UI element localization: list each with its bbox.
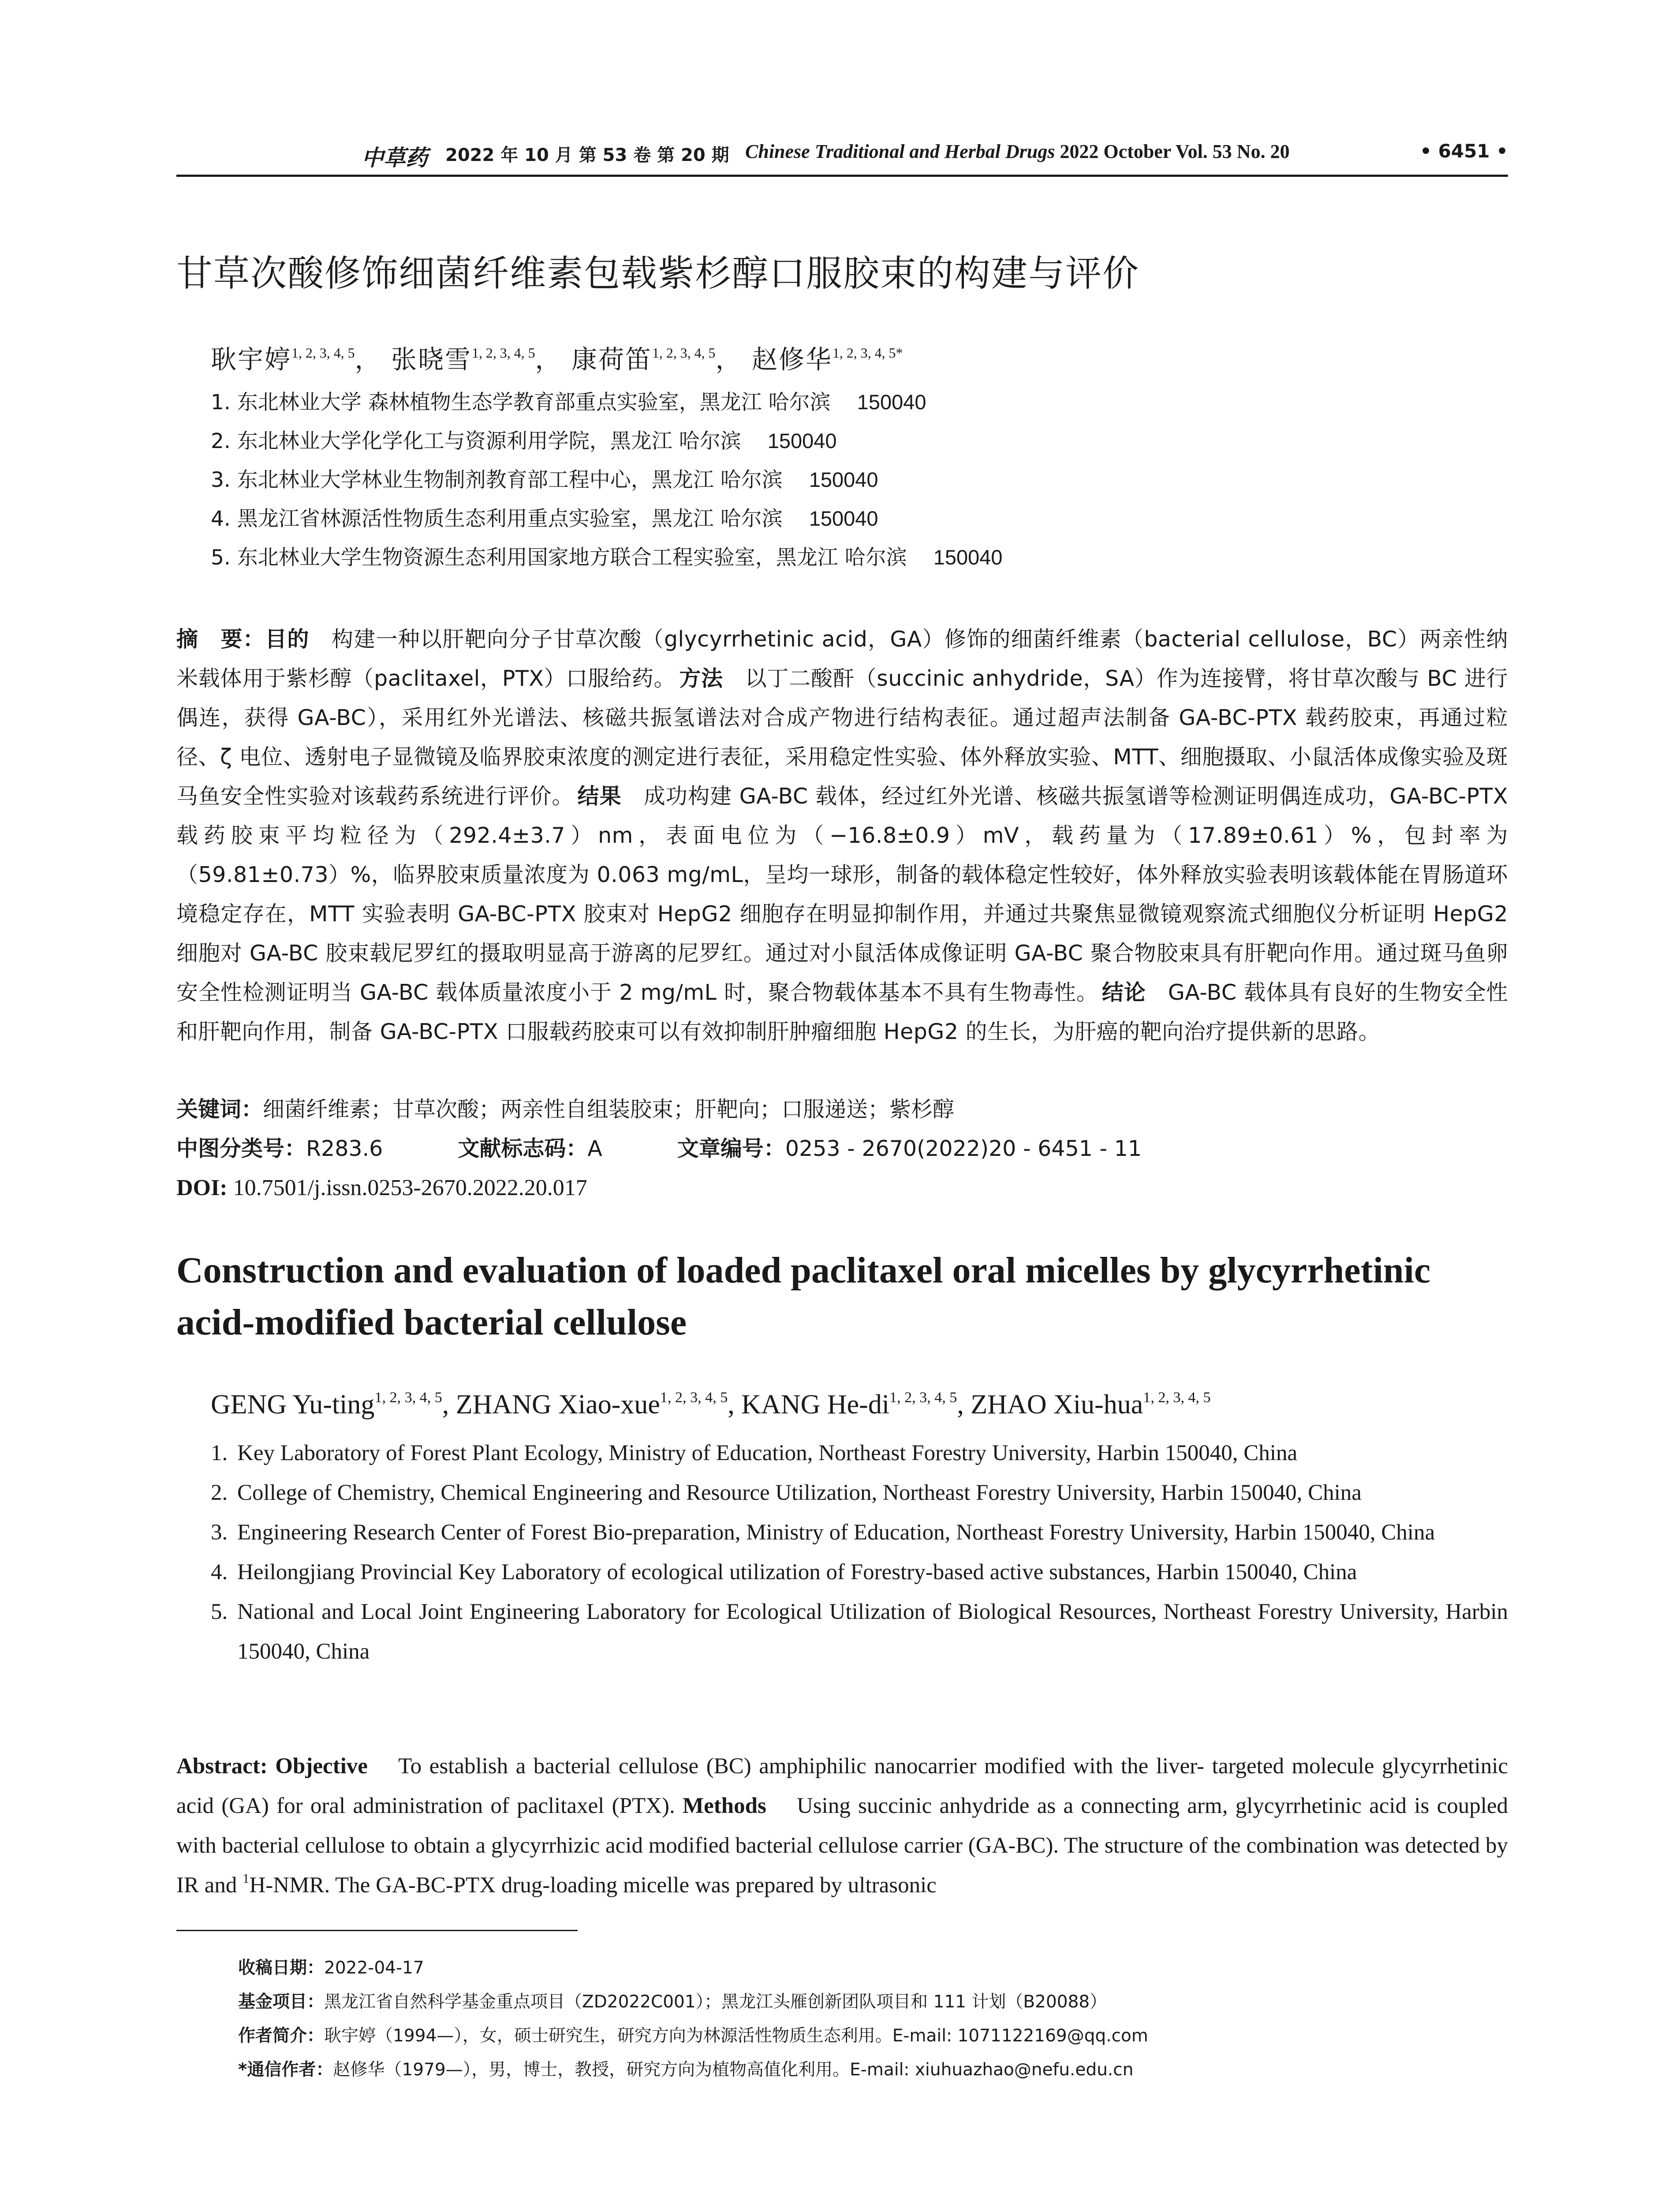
affiliation-text: College of Chemistry, Chemical Engineering and Resource Utilization, Northeast Forestry University, Harbin 150040, China [237,1480,1362,1505]
methods-text: 以丁二酸酐（succinic anhydride，SA）作为连接臂，将甘草次酸与 BC 进行偶连，获得 GA-BC），采用红外光谱法、核磁共振氢谱法对合成产物进行结构表征。通过超声法制备 GA-BC-PTX 载药胶束，再通过粒径、ζ 电位、透射电子显微镜及临界胶束浓度的测定进行表征，采用稳定性实验、体外释放实验、MTT、细胞摄取、小鼠活体成像实验及斑马鱼安全性实验对该载药系统进行评价。 [176,666,1508,809]
author-affiliation-sup: 1, 2, 3, 4, 5 [652,345,716,361]
author-affiliation-sup: 1, 2, 3, 4, 5 [472,345,535,361]
affiliation-text: Key Laboratory of Forest Plant Ecology, Ministry of Education, Northeast Forestry University, Harbin 150040, China [237,1441,1298,1465]
results-text: 成功构建 GA-BC 载体，经过红外光谱、核磁共振氢谱等检测证明偶连成功，GA-BC-PTX 载药胶束平均粒径为（292.4±3.7）nm，表面电位为（−16.8±0.9）mV，载药量为（17.89±0.61）%，包封率为（59.81±0.73）%，临界胶束质量浓度为 0.063 mg/mL，呈均一球形，制备的载体稳定性较好，体外释放实验表明该载体能在胃肠道环境稳定存在，MTT 实验表明 GA-BC-PTX 胶束对 HepG2 细胞存在明显抑制作用，并通过共聚焦显微镜观察流式细胞仪分析证明 HepG2 细胞对 GA-BC 胶束载尼罗红的摄取明显高于游离的尼罗红。通过对小鼠活体成像证明 GA-BC 聚合物胶束具有肝靶向作用。通过斑马鱼卵安全性检测证明当 GA-BC 载体质量浓度小于 2 mg/mL 时，聚合物载体基本不具有生物毒性。 [176,784,1508,1005]
objective-text: 构建一种以肝靶向分子甘草次酸（glycyrrhetinic acid，GA）修饰的细菌纤维素（bacterial cellulose，BC）两亲性纳米载体用于紫杉醇（paclitaxel，PTX）口服给药。 [176,627,1508,691]
affiliation-text: Engineering Research Center of Forest Bio-preparation, Ministry of Education, Northeast Forestry University, Harbin 150040, China [237,1520,1435,1545]
author-separator: , [442,1390,456,1420]
clc-label: 中图分类号： [176,1136,306,1161]
affiliation-number: 2. [211,1480,228,1505]
author-separator: ， [715,344,743,374]
objective-label: Objective [275,1754,368,1779]
affiliation-item [211,538,1003,577]
affiliation-item [211,1592,1508,1671]
abstract-label: Abstract: [176,1754,268,1779]
header-rule [176,175,1508,177]
keywords-text: 细菌纤维素；甘草次酸；两亲性自组装胶束；肝靶向；口服递送；紫杉醇 [263,1097,955,1122]
affiliation-number: 1. [211,1441,228,1465]
affiliation-item [211,1433,1508,1473]
affiliation-item [211,499,1003,538]
affiliation-item [211,383,1003,422]
article-title-en: Construction and evaluation of loaded paclitaxel oral micelles by glycyrrhetinic acid-modified bacterial cellulose [176,1250,1431,1343]
page-number: • 6451 • [1420,140,1508,162]
affiliation-item [211,460,1003,499]
affiliation-text: 2. 东北林业大学化学化工与资源利用学院，黑龙江 哈尔滨 [211,429,741,453]
conclusion-text: GA-BC 载体具有良好的生物安全性和肝靶向作用，制备 GA-BC-PTX 口服载药胶束可以有效抑制肝肿瘤细胞 HepG2 的生长，为肝癌的靶向治疗提供新的思路。 [176,980,1508,1044]
author-list-cn [211,339,903,376]
footnote-label: 基金项目： [238,1992,325,2012]
doi-label: DOI: [176,1175,228,1200]
author-affiliation-sup: 1, 2, 3, 4, 5 [889,1389,957,1406]
journal-title-en: Chinese Traditional and Herbal Drugs [745,141,1055,162]
postal-code: 150040 [767,429,837,452]
affiliation-item [211,1513,1508,1552]
footnote-label: *通信作者： [238,2060,333,2080]
running-header [176,140,1508,171]
author-affiliation-sup: 1, 2, 3, 4, 5 [374,1389,442,1406]
footnote-funding [238,1985,1508,2019]
author-list-en [211,1389,1211,1420]
affiliation-list-en [211,1433,1508,1671]
document-code-label: 文献标志码： [458,1136,588,1161]
abstract-cn [176,620,1508,1051]
footnote-corresponding-author [238,2053,1508,2087]
footnotes [238,1951,1508,2087]
postal-code: 150040 [933,546,1003,569]
objective-label: 目的 [265,627,310,652]
objective-text: To establish a bacterial cellulose (BC) amphiphilic nanocarrier modified with the liver- targeted molecule glycyrrhetinic acid (GA) for oral administration of paclitaxel (PTX). [176,1754,1508,1818]
author-name: ZHAO Xiu-hua [971,1390,1143,1420]
author-name: 赵修华 [751,344,833,374]
affiliation-item [211,1552,1508,1592]
affiliation-number: 4. [211,1560,228,1585]
affiliation-number: 5. [211,1600,228,1624]
postal-code: 150040 [857,390,926,414]
author-affiliation-sup: 1, 2, 3, 4, 5 [291,345,355,361]
article-title-cn: 甘草次酸修饰细菌纤维素包载紫杉醇口服胶束的构建与评价 [176,253,1140,295]
author-name: ZHANG Xiao-xue [455,1390,660,1420]
keywords-label: 关键词： [176,1097,263,1122]
affiliation-item [211,1473,1508,1513]
methods-label: 方法 [679,666,723,691]
footnote-author-bio [238,2019,1508,2053]
author-separator: ， [535,344,562,374]
author-name: GENG Yu-ting [211,1390,375,1420]
journal-brand: 中草药 [362,145,428,171]
methods-label: Methods [683,1794,766,1818]
nmr-superscript: 1 [243,1871,250,1886]
footnote-text: 2022-04-17 [324,1958,424,1978]
abstract-label: 摘 要： [176,627,265,652]
footnote-text: 耿宇婷（1994—），女，硕士研究生，研究方向为林源活性物质生态利用。E-mail: 1071122169@qq.com [324,2026,1148,2046]
article-number-label: 文章编号： [677,1136,785,1161]
affiliation-text: Heilongjiang Provincial Key Laboratory of ecological utilization of Forestry-based active substances, Harbin 150040, China [237,1560,1357,1585]
methods-text-continued: H-NMR. The GA-BC-PTX drug-loading micelle was prepared by ultrasonic [249,1873,937,1898]
author-affiliation-sup: 1, 2, 3, 4, 5 [660,1389,728,1406]
methods-text: Using succinic anhydride as a connecting arm, glycyrrhetinic acid is coupled with bacterial cellulose to obtain a glycyrrhizic acid modified bacterial cellulose carrier (GA-BC). The structure of the combination was detected by IR and [176,1794,1508,1898]
author-name: 耿宇婷 [211,344,292,374]
journal-name-en [745,140,1290,163]
footnote-text: 赵修华（1979—），男，博士，教授，研究方向为植物高值化利用。E-mail: xiuhuazhao@nefu.edu.cn [333,2060,1134,2080]
postal-code: 150040 [809,507,878,530]
affiliation-text: 1. 东北林业大学 森林植物生态学教育部重点实验室，黑龙江 哈尔滨 [211,390,831,415]
author-name: 张晓雪 [391,344,472,374]
affiliation-text: 4. 黑龙江省林源活性物质生态利用重点实验室，黑龙江 哈尔滨 [211,507,783,531]
article-number-value: 0253 - 2670(2022)20 - 6451 - 11 [785,1136,1142,1161]
results-label: 结果 [577,784,622,809]
affiliation-text: 3. 东北林业大学林业生物制剂教育部工程中心，黑龙江 哈尔滨 [211,468,783,492]
author-affiliation-sup: 1, 2, 3, 4, 5 [1143,1389,1211,1406]
affiliation-number: 3. [211,1520,228,1545]
keywords-line [176,1092,954,1127]
doi-value[interactable]: 10.7501/j.issn.0253-2670.2022.20.017 [233,1175,587,1200]
footnote-received [238,1951,1508,1985]
affiliation-text: 5. 东北林业大学生物资源生态利用国家地方联合工程实验室，黑龙江 哈尔滨 [211,546,907,570]
footnote-label: 收稿日期： [238,1958,325,1978]
author-affiliation-sup: 1, 2, 3, 4, 5* [832,345,903,361]
author-name: KANG He-di [741,1390,890,1420]
clc-value: R283.6 [306,1136,383,1161]
author-name: 康荷笛 [571,344,652,374]
issue-info-cn: 2022 年 10 月 第 53 卷 第 20 期 [445,145,729,165]
abstract-en [176,1746,1508,1905]
author-separator: , [957,1390,971,1420]
conclusion-label: 结论 [1101,980,1146,1005]
affiliation-list-cn [211,383,1003,577]
postal-code: 150040 [809,468,878,491]
classification-line [176,1131,1142,1166]
affiliation-item [211,422,1003,460]
footnote-text: 黑龙江省自然科学基金重点项目（ZD2022C001）；黑龙江头雁创新团队项目和 111 计划（B20088） [324,1992,1107,2012]
footnote-label: 作者简介： [238,2026,325,2046]
author-separator: ， [355,344,382,374]
footnote-rule [176,1930,578,1931]
doi-line [176,1170,587,1206]
author-separator: , [728,1390,742,1420]
issue-info-en: 2022 October Vol. 53 No. 20 [1060,141,1290,162]
affiliation-text: National and Local Joint Engineering Laboratory for Ecological Utilization of Biological Resources, Northeast Forestry University, Harbin 150040, China [237,1600,1508,1664]
document-code-value: A [587,1136,602,1161]
